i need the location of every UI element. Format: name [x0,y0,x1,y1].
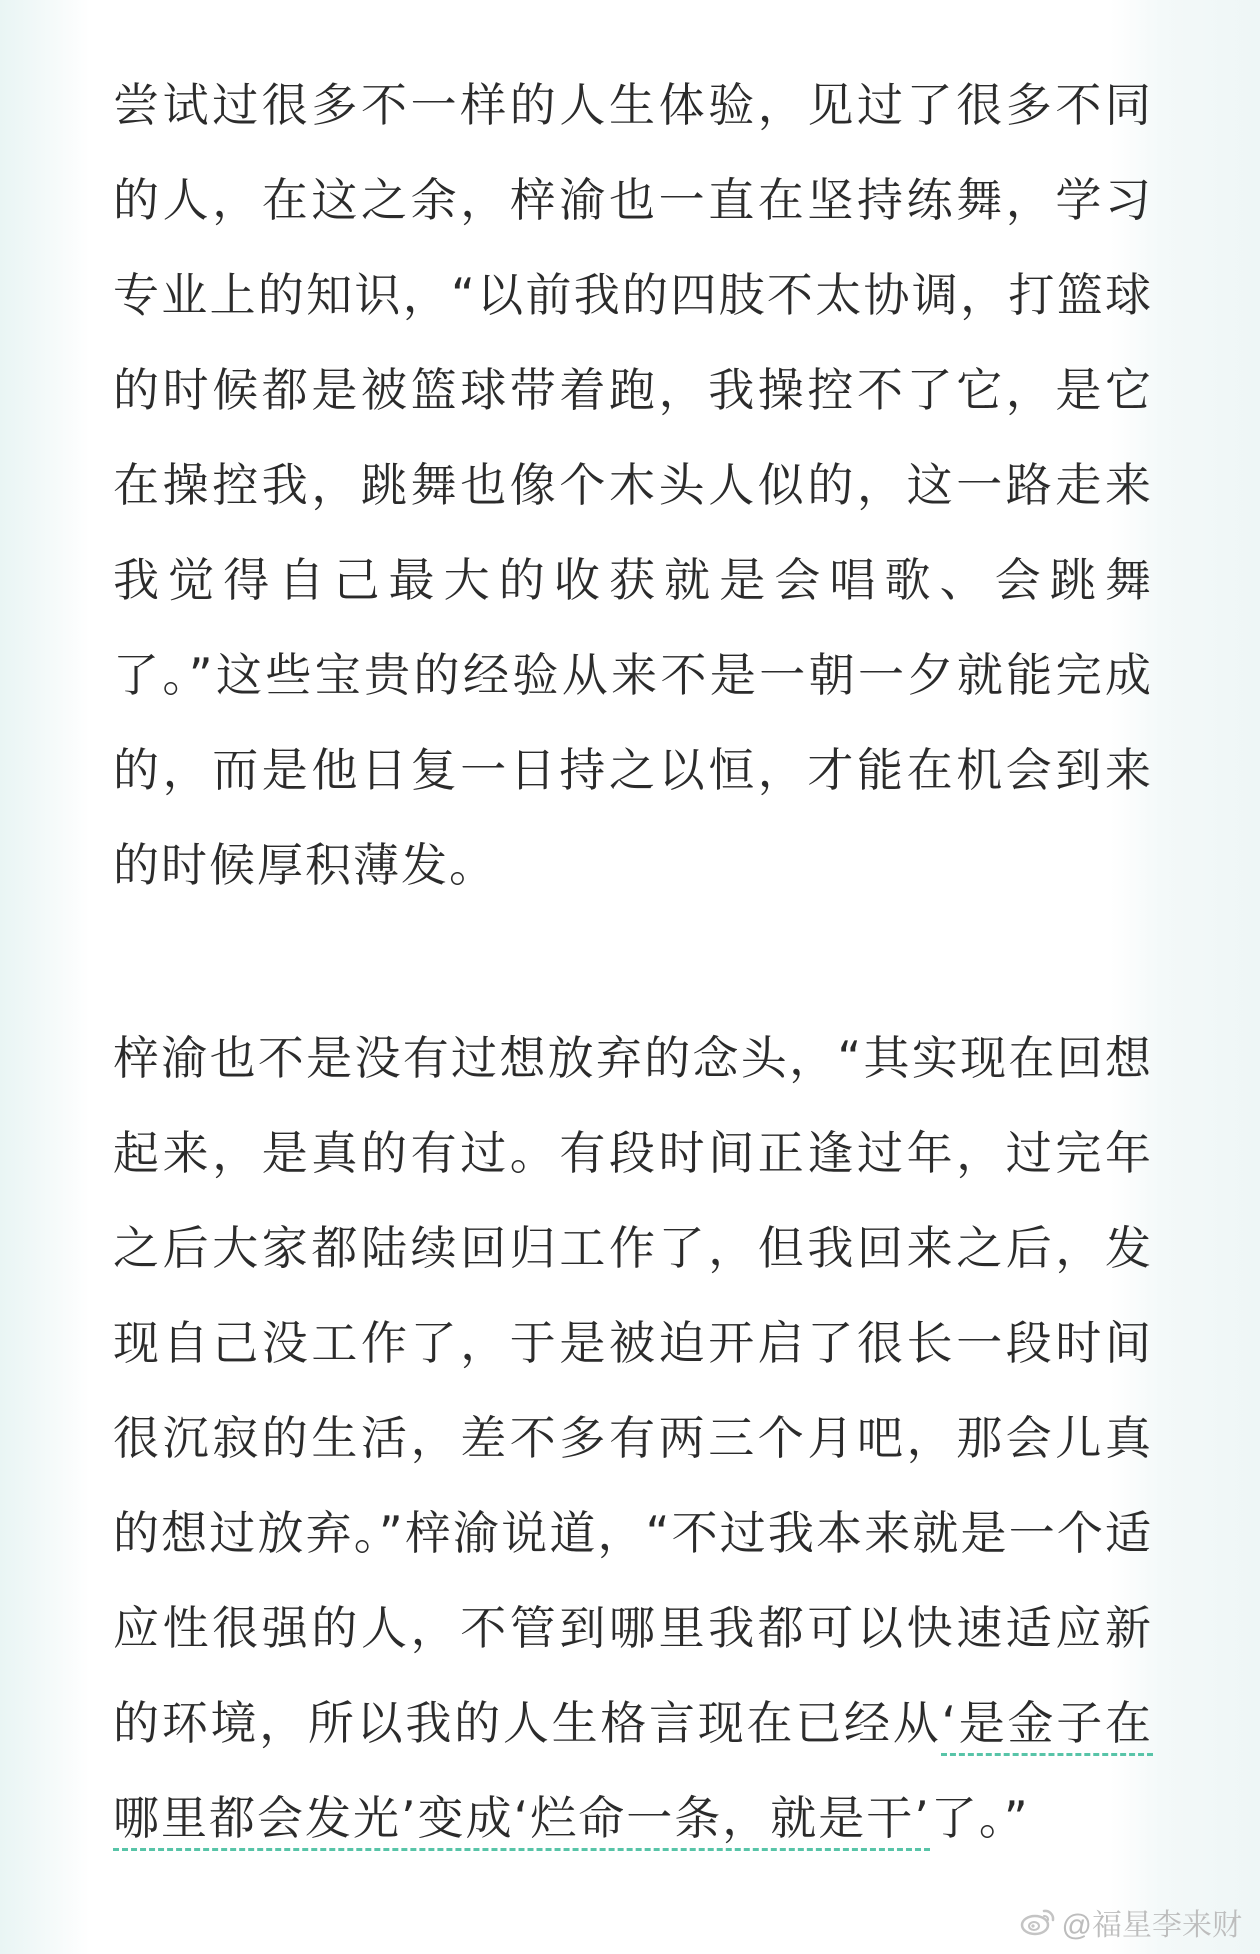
watermark [1020,1900,1242,1944]
paragraph-2-text-before: 梓渝也不是没有过想放弃的念头，“其实现在回想起来，是真的有过。有段时间正逢过年，过完年之后大家都陆续回归工作了，但我回来之后，发现自己没工作了，于是被迫开启了很长一段时间很沉寂的生活，差不多有两三个月吧，那会儿真的想过放弃。”梓渝说道，“不过我本来就是一个适应性很强的人，不管到哪里我都可以快速适应新的环境，所以我的人生格言现在已经从 [113,1031,1153,1750]
paragraph-2-text-after: 了。” [930,1791,1030,1845]
watermark-text: @福星李来财 [1061,1909,1242,1942]
weibo-icon [1020,1907,1056,1937]
article-body [113,58,1153,1866]
paragraph-1 [113,58,1153,913]
paragraph-2 [113,1011,1153,1866]
paragraph-1-text: 尝试过很多不一样的人生体验，见过了很多不同的人，在这之余，梓渝也一直在坚持练舞，学习专业上的知识，“以前我的四肢不太协调，打篮球的时候都是被篮球带着跑，我操控不了它，是它在操控我，跳舞也像个木头人似的，这一路走来我觉得自己最大的收获就是会唱歌、会跳舞了。”这些宝贵的经验从来不是一朝一夕就能完成的，而是他日复一日持之以恒，才能在机会到来的时候厚积薄发。 [113,78,1153,892]
highlighted-motto: ‘是金子在哪里都会发光’变成‘烂命一条，就是干’ [113,1696,1154,1845]
